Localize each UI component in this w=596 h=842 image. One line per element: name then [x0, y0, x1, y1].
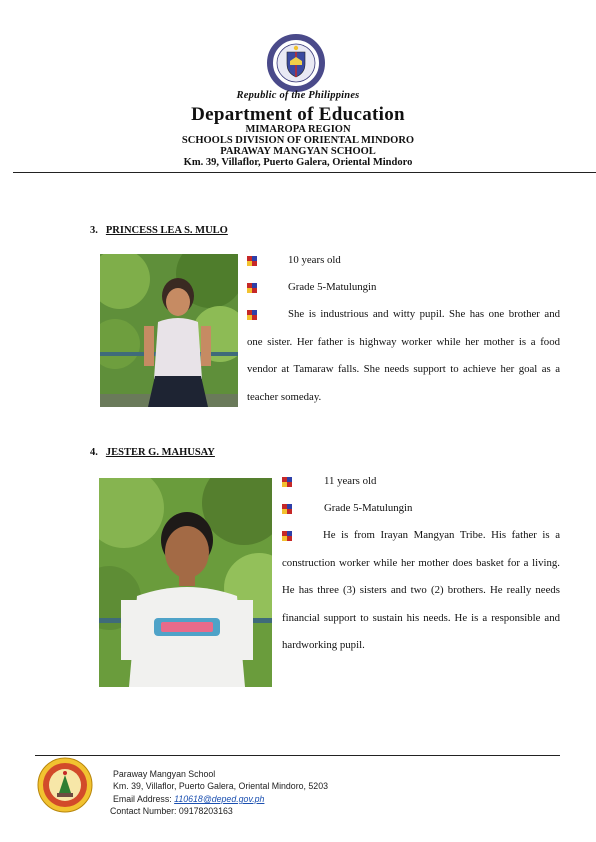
footer-email-line — [113, 794, 264, 804]
student-photo — [99, 478, 272, 687]
school-label: PARAWAY MANGYAN SCHOOL — [220, 146, 376, 157]
student-description: She is industrious and witty pupil. She has one brother and one sister. Her father is highway worker while her mother is a food vendor at Tamaraw falls. She needs support to achieve her goal as a teacher someday. — [247, 308, 560, 403]
region-label: MIMAROPA REGION — [245, 124, 351, 135]
section-heading — [90, 447, 215, 458]
footer-divider — [35, 755, 560, 756]
bullet-icon — [247, 280, 257, 290]
footer-contact: Contact Number: 09178203163 — [110, 806, 233, 816]
footer-email-label: Email Address: — [113, 794, 175, 804]
division-label: SCHOOLS DIVISION OF ORIENTAL MINDORO — [181, 135, 415, 146]
footer-email-link[interactable]: 110618@deped.gov.ph — [174, 794, 265, 804]
bullet-icon — [282, 474, 292, 484]
header-divider — [13, 172, 596, 173]
student-photo — [100, 254, 238, 407]
student-age: 10 years old — [288, 254, 341, 266]
bullet-icon — [282, 501, 292, 511]
student-grade: Grade 5-Matulungin — [288, 281, 377, 293]
republic-label: Republic of the Philippines — [236, 90, 360, 101]
address-label: Km. 39, Villaflor, Puerto Galera, Oriental Mindoro — [183, 157, 413, 168]
school-logo-icon — [37, 757, 93, 813]
section-heading — [90, 225, 228, 236]
footer-address: Km. 39, Villaflor, Puerto Galera, Oriental Mindoro, 5203 — [113, 781, 328, 791]
student-name: PRINCESS LEA S. MULO — [105, 225, 228, 236]
student-description: He is from Irayan Mangyan Tribe. His father is a construction worker while her mother does basket for a living. He has three (3) sisters and two (2) brothers. He really needs financial support to sustain his needs. He is a responsible and hardworking pupil. — [282, 529, 560, 651]
student-grade: Grade 5-Matulungin — [324, 502, 413, 514]
department-title: Department of Education — [191, 104, 405, 125]
student-name: JESTER G. MAHUSAY — [105, 447, 215, 458]
section-number: 3. — [90, 225, 98, 236]
deped-seal-icon — [267, 34, 325, 92]
footer-school: Paraway Mangyan School — [113, 769, 216, 779]
section-number: 4. — [90, 447, 98, 458]
bullet-icon — [247, 253, 257, 263]
student-age: 11 years old — [324, 475, 377, 487]
